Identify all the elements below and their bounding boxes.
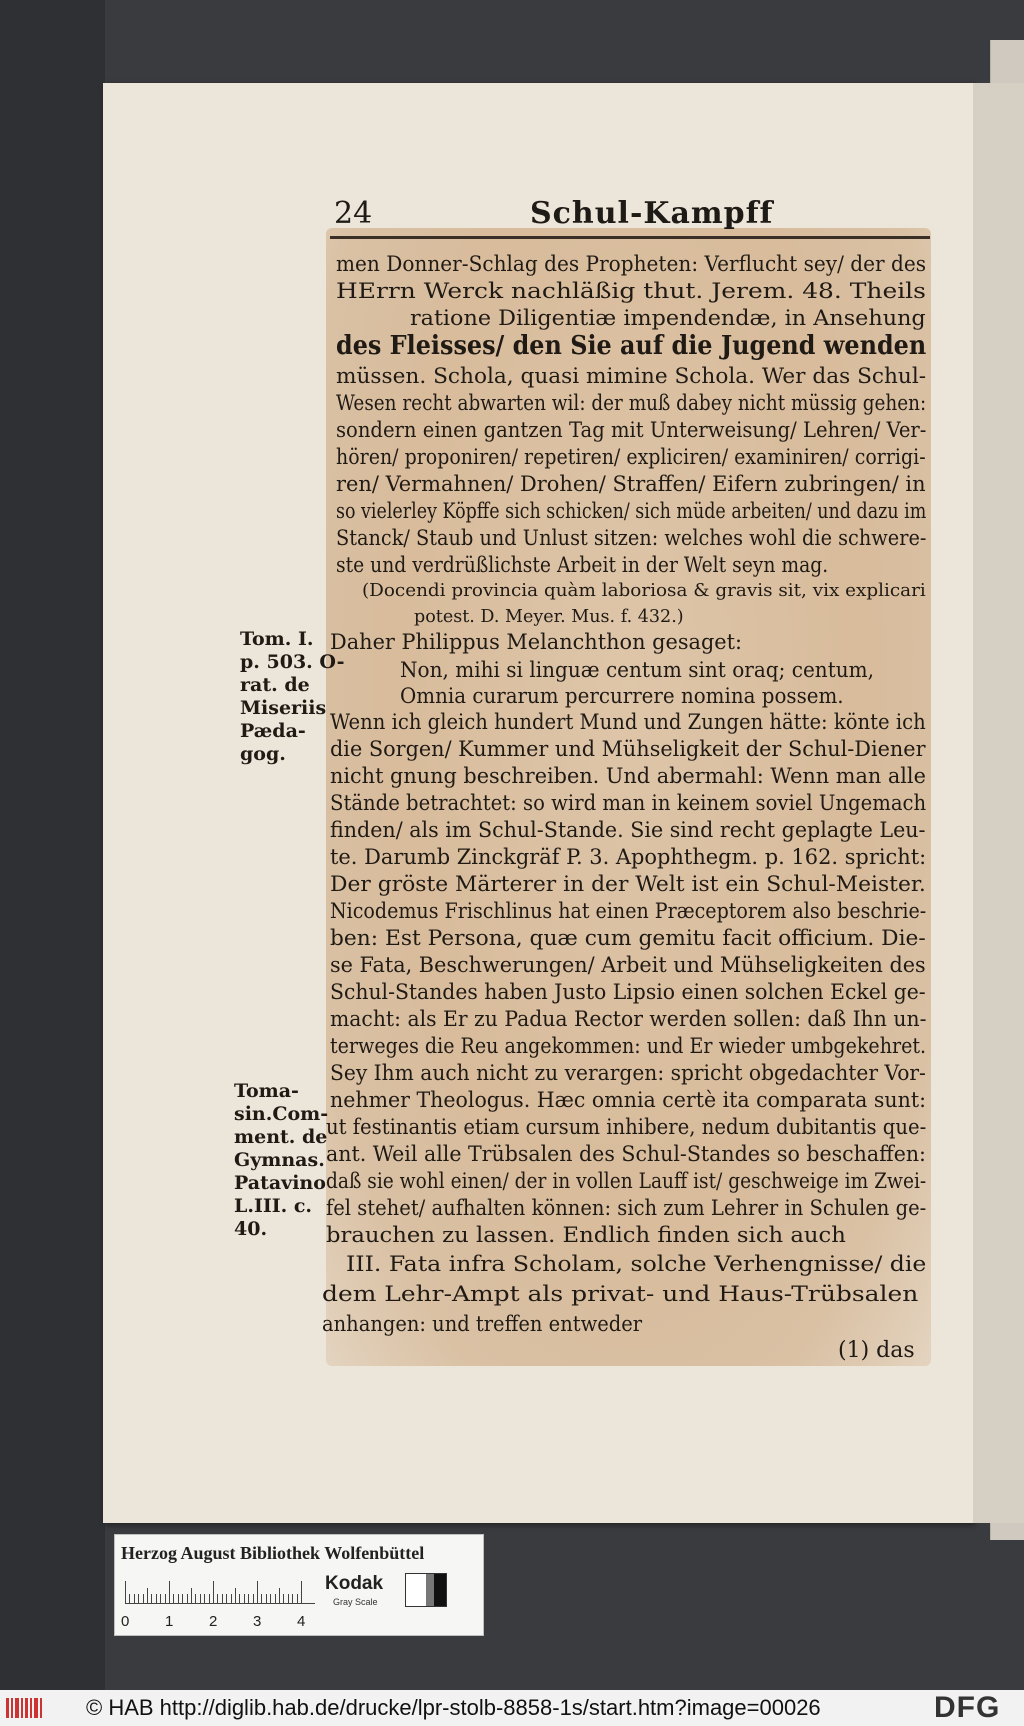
- catchword: (1) das: [838, 1338, 915, 1363]
- ruler-tick: [178, 1594, 179, 1603]
- text-line: dem Lehr-Ampt als privat- und Haus-Trübsalen: [322, 1282, 919, 1306]
- text-line: Omnia curarum percurrere nomina possem.: [400, 684, 844, 708]
- margin-note: Tom. I. p. 503. O- rat. de Miseriis Pæda- gog.: [240, 628, 345, 765]
- text-line: brauchen zu lassen. Endlich finden sich auch: [326, 1223, 846, 1247]
- ruler-tick: [266, 1594, 267, 1603]
- ruler-tick: [156, 1594, 157, 1603]
- ruler-tick: [244, 1594, 245, 1603]
- text-line: te. Darumb Zinckgräf P. 3. Apophthegm. p. 162. spricht:: [330, 845, 927, 869]
- text-line: ratione Diligentiæ impendendæ, in Ansehung: [410, 306, 926, 330]
- ruler-tick: [125, 1581, 126, 1603]
- text-line: Nicodemus Frischlinus hat einen Præceptorem also beschrie-: [330, 899, 927, 923]
- ruler-tick: [253, 1594, 254, 1603]
- ruler-tick: [173, 1594, 174, 1603]
- ruler-tick: [297, 1594, 298, 1603]
- ruler-tick: [270, 1594, 271, 1603]
- text-line: ut festinantis etiam cursum inhibere, nedum dubitantis que-: [326, 1115, 927, 1139]
- ruler-tick: [301, 1581, 302, 1603]
- text-line: Wesen recht abwarten wil: der muß dabey nicht müssig gehen:: [336, 391, 927, 415]
- ruler-tick: [231, 1594, 232, 1603]
- text-line: HErrn Werck nachläßig thut. Jerem. 48. Theils: [336, 279, 926, 303]
- ruler-tick: [213, 1581, 214, 1603]
- text-line: (Docendi provincia quàm laboriosa & gravis sit, vix explicari: [362, 580, 926, 601]
- ruler-tick: [239, 1594, 240, 1603]
- ruler-tick: [165, 1594, 166, 1603]
- gray-scale-swatch: [405, 1573, 447, 1607]
- text-line: ren/ Vermahnen/ Drohen/ Straffen/ Eifern zubringen/ in: [336, 472, 926, 496]
- ruler-tick: [169, 1581, 170, 1603]
- text-line: Wenn ich gleich hundert Mund und Zungen hätte: könte ich: [330, 710, 926, 734]
- ruler-tick: [257, 1581, 258, 1603]
- text-line: hören/ proponiren/ repetiren/ expliciren/ examiniren/ corrigi-: [336, 445, 926, 469]
- ruler-number: 2: [209, 1613, 218, 1630]
- text-line: Non, mihi si linguæ centum sint oraq; centum,: [400, 658, 875, 682]
- text-line: die Sorgen/ Kummer und Mühseligkeit der Schul-Diener: [330, 737, 926, 761]
- ruler-tick: [204, 1594, 205, 1603]
- barcode-icon: [6, 1696, 46, 1720]
- text-line: Stände betrachtet: so wird man in keinem soviel Ungemach: [330, 791, 927, 815]
- ruler-tick: [138, 1594, 139, 1603]
- ruler-tick: [275, 1594, 276, 1603]
- text-line: macht: als Er zu Padua Rector werden sollen: daß Ihn un-: [330, 1007, 927, 1031]
- ruler-tick: [226, 1594, 227, 1603]
- ruler-tick: [143, 1594, 144, 1603]
- footer-bar: [0, 1690, 1024, 1726]
- text-line: ben: Est Persona, quæ cum gemitu facit officium. Die-: [330, 926, 926, 950]
- text-line: men Donner-Schlag des Propheten: Verflucht sey/ der des: [336, 252, 927, 276]
- ruler-tick: [288, 1594, 289, 1603]
- ruler-tick: [292, 1594, 293, 1603]
- scale-ruler: [125, 1579, 315, 1604]
- background-panel: [0, 0, 105, 1690]
- page-number: 24: [334, 196, 373, 231]
- ruler-tick: [261, 1594, 262, 1603]
- ruler-tick: [200, 1594, 201, 1603]
- text-line: terweges die Reu angekommen: und Er wieder umbgekehret.: [330, 1034, 927, 1058]
- text-line: ant. Weil alle Trübsalen des Schul-Standes so beschaffen:: [326, 1142, 926, 1166]
- ruler-tick: [235, 1588, 236, 1603]
- text-line: ste und verdrüßlichste Arbeit in der Welt seyn mag.: [336, 553, 829, 577]
- ruler-number: 0: [121, 1613, 130, 1630]
- ruler-tick: [248, 1594, 249, 1603]
- text-line: potest. D. Meyer. Mus. f. 432.): [414, 606, 684, 627]
- text-line: III. Fata infra Scholam, solche Verhengnisse/ die: [346, 1252, 927, 1276]
- ruler-tick: [182, 1594, 183, 1603]
- text-line: se Fata, Beschwerungen/ Arbeit und Mühseligkeiten des: [330, 953, 926, 977]
- ruler-tick: [187, 1594, 188, 1603]
- kodak-logo: Kodak: [325, 1573, 384, 1594]
- text-line: anhangen: und treffen entweder: [322, 1312, 643, 1336]
- ruler-tick: [279, 1588, 280, 1603]
- page-header: [330, 192, 930, 236]
- ruler-tick: [160, 1594, 161, 1603]
- text-line: daß sie wohl einen/ der in vollen Lauff ist/ geschweige im Zwei-: [326, 1169, 927, 1193]
- gray-scale-label: Gray Scale: [333, 1597, 378, 1607]
- ruler-tick: [147, 1588, 148, 1603]
- ruler-tick: [151, 1594, 152, 1603]
- text-line: so vielerley Köpffe sich schicken/ sich müde arbeiten/ und dazu im: [336, 499, 927, 523]
- ruler-number: 4: [297, 1613, 306, 1630]
- ruler-tick: [217, 1594, 218, 1603]
- scan-label-card: [114, 1534, 484, 1636]
- header-rule: [330, 236, 930, 239]
- text-line: fel stehet/ aufhalten können: sich zum Lehrer in Schulen ge-: [326, 1196, 927, 1220]
- copyright-url[interactable]: © HAB http://diglib.hab.de/drucke/lpr-stolb-8858-1s/start.htm?image=00026: [86, 1695, 821, 1720]
- ruler-number: 3: [253, 1613, 262, 1630]
- text-line: Daher Philippus Melanchthon gesaget:: [330, 630, 743, 654]
- ruler-tick: [283, 1594, 284, 1603]
- text-line: nicht gnung beschreiben. Und abermahl: Wenn man alle: [330, 764, 926, 788]
- dfg-logo: DFG: [934, 1691, 1001, 1724]
- text-line: Der gröste Märterer in der Welt ist ein Schul-Meister.: [330, 872, 926, 896]
- ruler-tick: [209, 1594, 210, 1603]
- ruler-tick: [191, 1588, 192, 1603]
- ruler-tick: [129, 1594, 130, 1603]
- ruler-tick: [134, 1594, 135, 1603]
- ruler-tick: [195, 1594, 196, 1603]
- ruler-number: 1: [165, 1613, 174, 1630]
- text-line: nehmer Theologus. Hæc omnia certè ita comparata sunt:: [330, 1088, 927, 1112]
- text-line: finden/ als im Schul-Stande. Sie sind recht geplagte Leu-: [330, 818, 926, 842]
- text-line: sondern einen gantzen Tag mit Unterweisung/ Lehren/ Ver-: [336, 418, 927, 442]
- text-line: Stanck/ Staub und Unlust sitzen: welches wohl die schwere-: [336, 526, 927, 550]
- text-line: müssen. Schola, quasi mimine Schola. Wer das Schul-: [336, 364, 927, 388]
- text-line: Sey Ihm auch nicht zu verargen: spricht obgedachter Vor-: [330, 1061, 926, 1085]
- margin-note: Toma- sin.Com- ment. de Gymnas. Patavino L.III. c. 40.: [234, 1080, 329, 1240]
- text-line: des Fleisses/ den Sie auf die Jugend wenden: [336, 331, 927, 361]
- page-right-edge: [973, 83, 1024, 1523]
- text-line: Schul-Standes haben Justo Lipsio einen solchen Eckel ge-: [330, 980, 926, 1004]
- ruler-tick: [222, 1594, 223, 1603]
- library-name: Herzog August Bibliothek Wolfenbüttel: [121, 1543, 425, 1563]
- running-head: Schul-Kampff: [530, 196, 774, 231]
